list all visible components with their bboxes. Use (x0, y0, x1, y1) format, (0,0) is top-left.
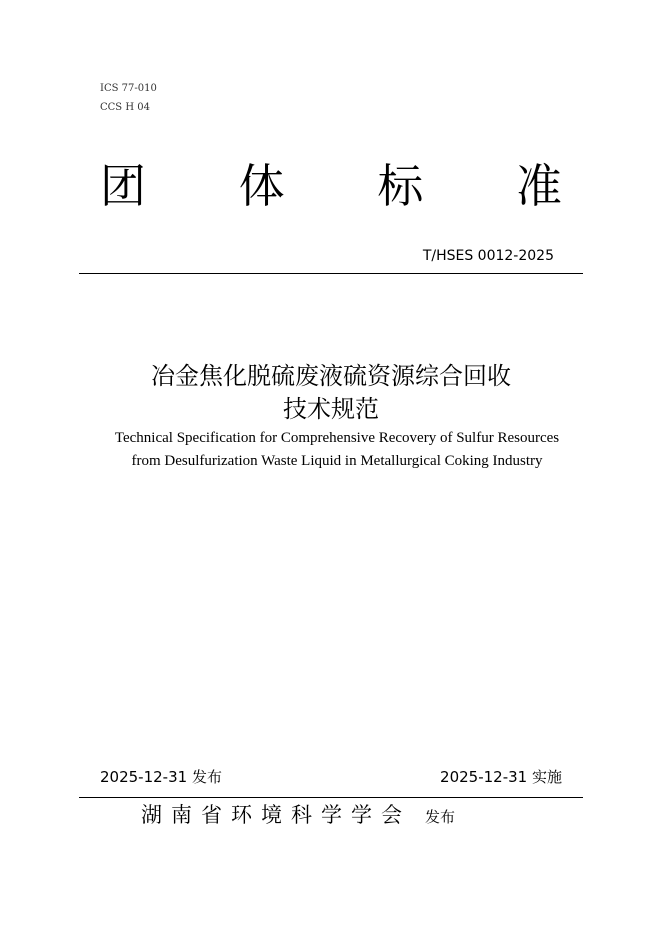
implement-date: 2025-12-31 实施 (440, 768, 562, 786)
classification-codes (100, 79, 157, 117)
chinese-title-line-1: 冶金焦化脱硫废液硫资源综合回收 (151, 362, 511, 390)
standard-type-char-2: 体 (238, 159, 285, 213)
standard-number: T/HSES 0012-2025 (422, 248, 554, 264)
ics-code: ICS 77-010 (100, 83, 157, 94)
chinese-title-line-2: 技术规范 (283, 395, 379, 423)
standard-type-heading (100, 158, 562, 214)
publish-date: 2025-12-31 发布 (100, 768, 222, 786)
publisher-line (141, 800, 455, 832)
publisher-name: 湖南省环境科学学会 (141, 803, 411, 827)
standard-type-char-4: 准 (515, 159, 562, 213)
english-title: Technical Specification for Comprehensive Recovery of Sulfur Resources from Desulfurization Waste Liquid in Metallurgical Coking Industry (114, 430, 560, 469)
standard-type-char-1: 团 (100, 159, 146, 213)
publish-label: 发布 (425, 808, 456, 826)
standard-type-char-3: 标 (377, 159, 424, 213)
bottom-divider (79, 797, 583, 798)
ccs-code: CCS H 04 (100, 102, 150, 113)
chinese-title (0, 360, 662, 426)
top-divider (79, 273, 583, 274)
